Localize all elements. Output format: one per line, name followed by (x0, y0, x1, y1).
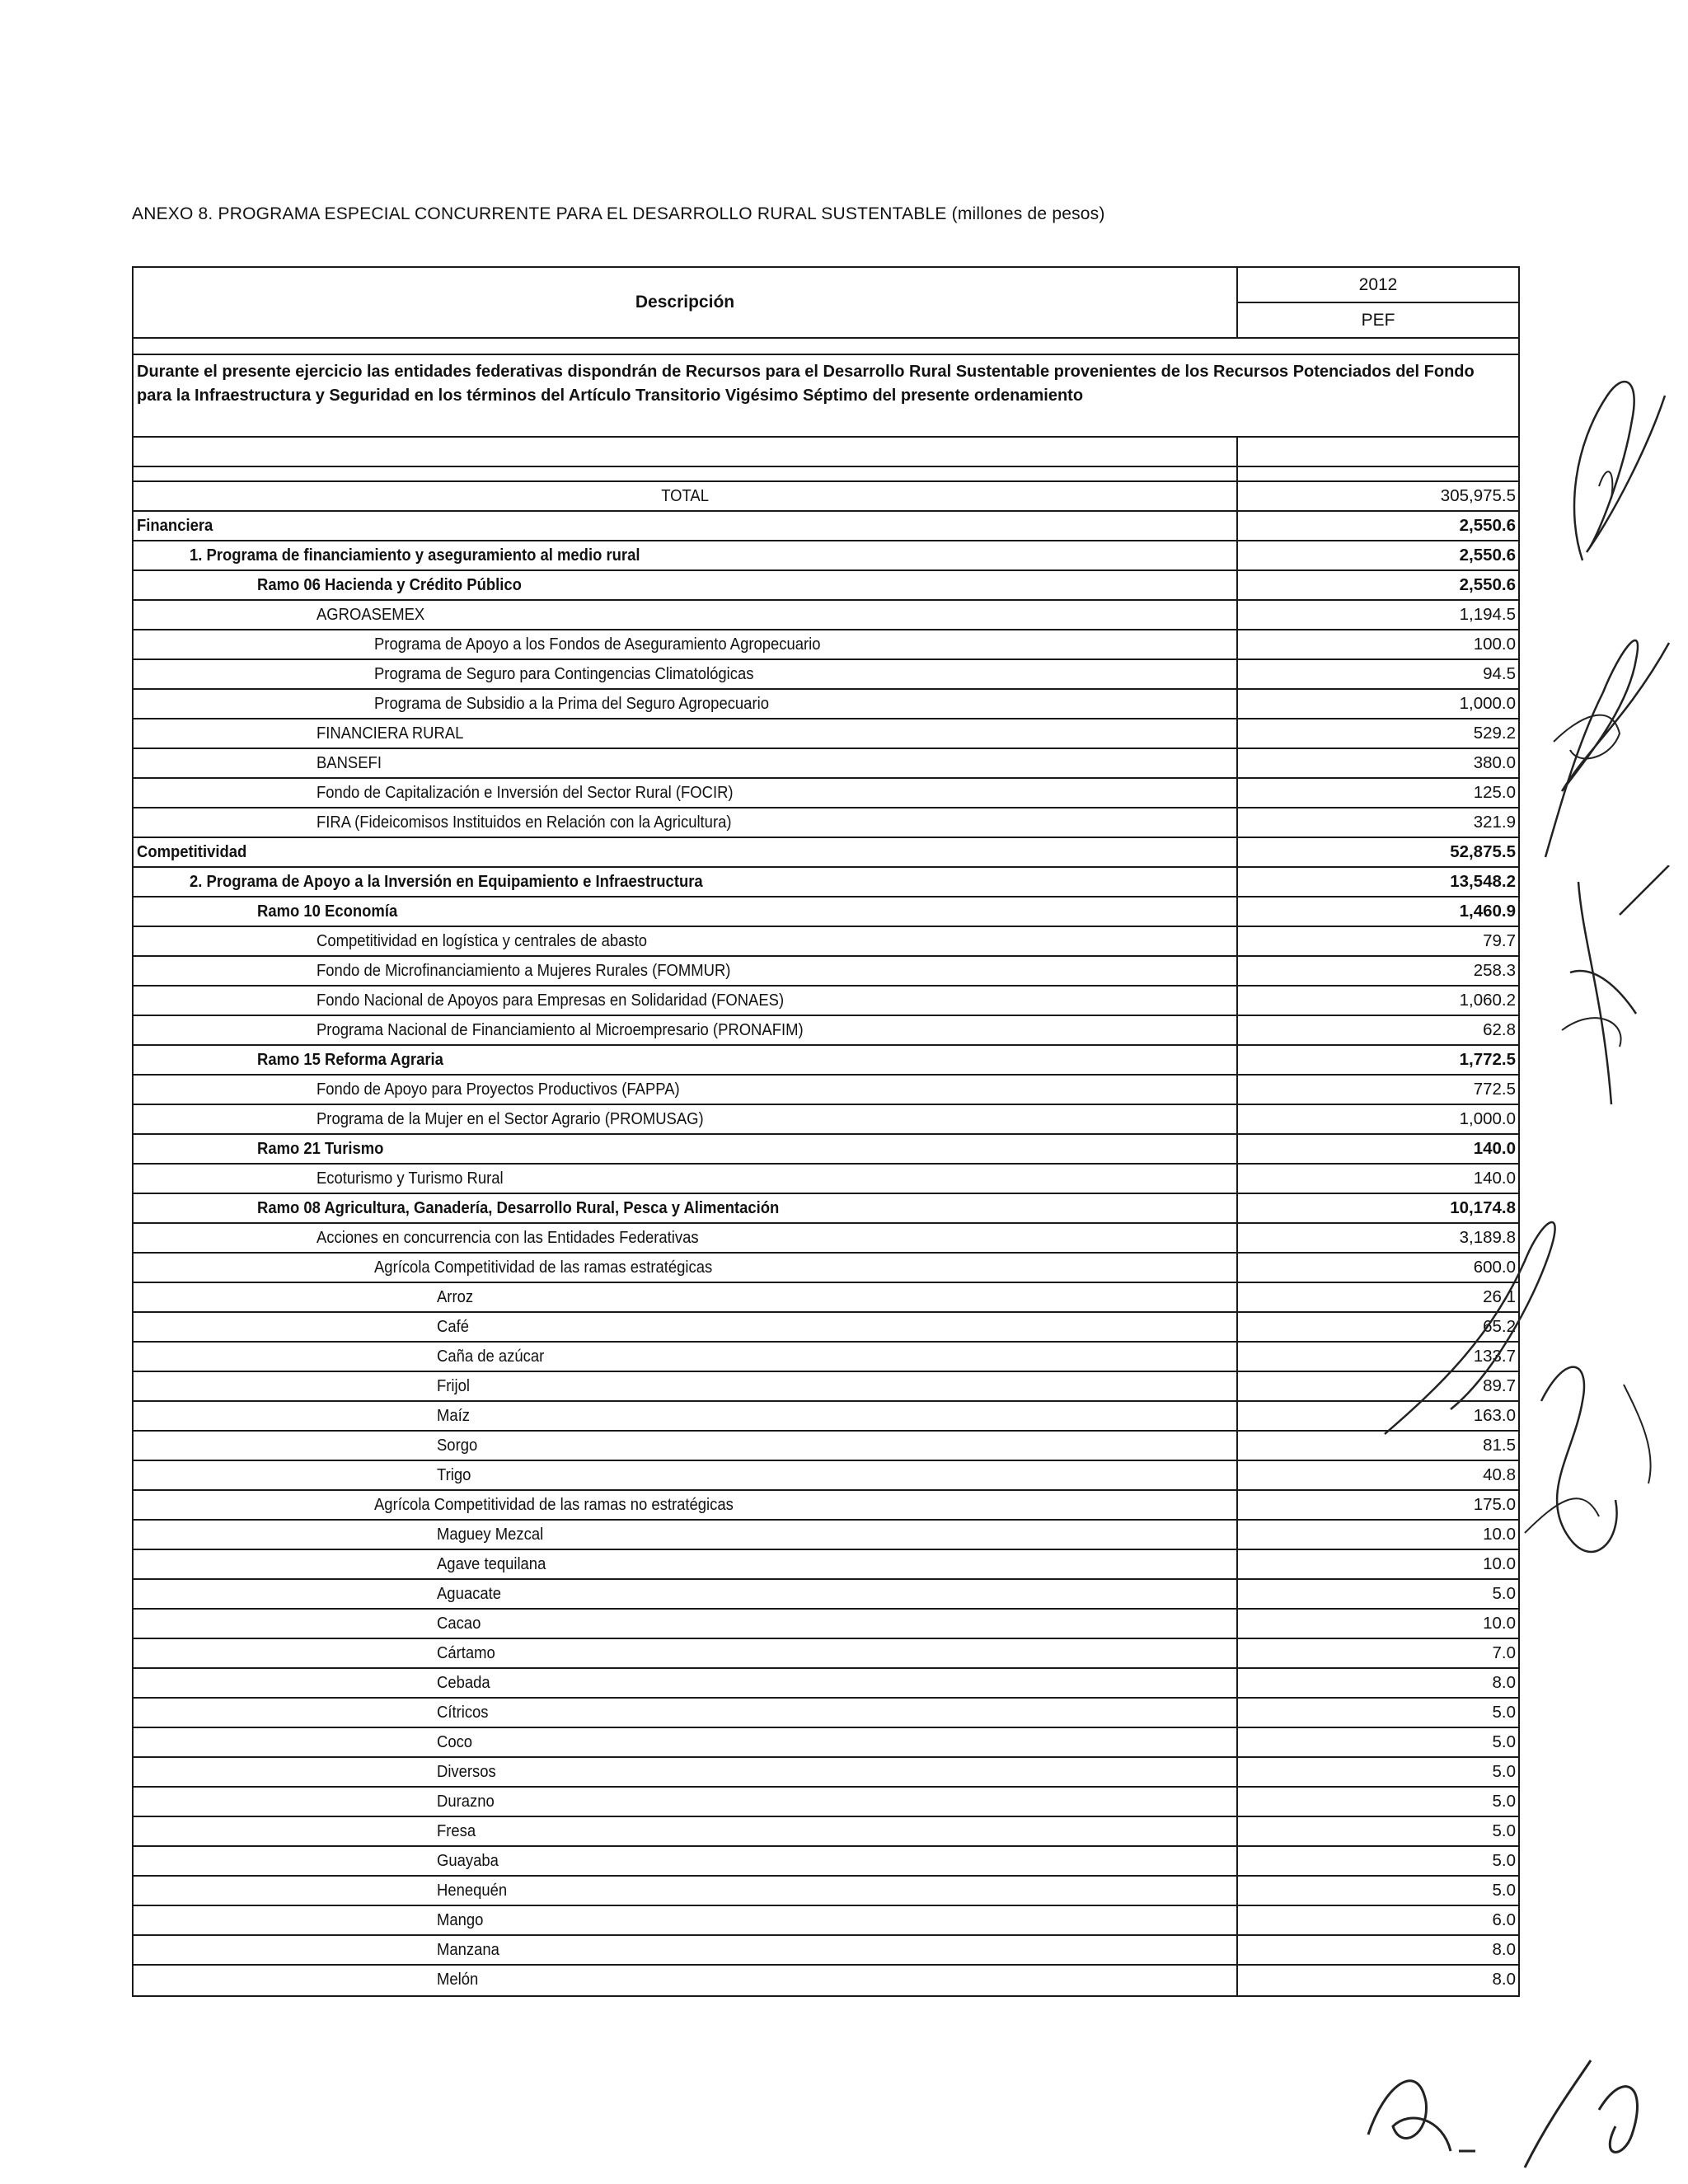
row-value: 2,550.6 (1459, 575, 1516, 594)
row-value: 65.2 (1483, 1317, 1516, 1336)
spacer-row (134, 438, 1518, 467)
row-value: 5.0 (1492, 1851, 1516, 1870)
row-label-programa-nacional-de-financiamiento-al-microempr (134, 1016, 1238, 1044)
row-value: 8.0 (1492, 1970, 1516, 1989)
row-label-agroasemex (134, 601, 1238, 629)
row-label-text: Ecoturismo y Turismo Rural (316, 1169, 504, 1188)
row-label-bansefi (134, 749, 1238, 777)
row-label-text: Diversos (437, 1762, 496, 1781)
table-row (134, 541, 1518, 571)
row-label-text: Cítricos (437, 1703, 489, 1722)
row-value: 600.0 (1473, 1258, 1516, 1277)
row-label-text: Sorgo (437, 1436, 478, 1455)
row-label-text: Arroz (437, 1287, 474, 1306)
table-row (134, 690, 1518, 719)
row-label-text: Fondo de Microfinanciamiento a Mujeres Rurales (FOMMUR) (316, 961, 731, 980)
row-value: 1,000.0 (1459, 694, 1516, 713)
table-row (134, 898, 1518, 927)
pec-table (132, 266, 1520, 1997)
row-label-melon (134, 1966, 1238, 1995)
row-label-fondo-de-microfinanciamiento-a-mujeres-rurales-f (134, 957, 1238, 985)
row-value: 1,772.5 (1459, 1050, 1516, 1069)
row-label-programa-de-la-mujer-en-el-sector-agrario-promus (134, 1105, 1238, 1133)
row-label-acciones-en-concurrencia-con-las-entidades-feder (134, 1224, 1238, 1252)
row-value: 10.0 (1483, 1614, 1516, 1633)
row-value: 94.5 (1483, 664, 1516, 683)
budget-column-header (1238, 268, 1518, 337)
table-row (134, 1402, 1518, 1432)
row-label-competitividad-en-logistica-y-centrales-de-abast (134, 927, 1238, 955)
row-value: 5.0 (1492, 1881, 1516, 1900)
row-label-fondo-de-apoyo-para-proyectos-productivos-fappa (134, 1076, 1238, 1104)
document-title: ANEXO 8. PROGRAMA ESPECIAL CONCURRENTE PARA EL DESARROLLO RURAL SUSTENTABLE (millones de pesos) (132, 204, 1105, 223)
row-value: 5.0 (1492, 1732, 1516, 1751)
row-label-henequen (134, 1877, 1238, 1905)
row-label-text: TOTAL (661, 486, 709, 505)
spacer-row (134, 339, 1518, 355)
table-row (134, 1372, 1518, 1402)
row-label-coco (134, 1728, 1238, 1756)
row-label-text: 1. Programa de financiamiento y aseguramiento al medio rural (190, 546, 640, 565)
row-label-fira-fideicomisos-instituidos-en-relacion-con-la (134, 808, 1238, 837)
row-label-text: AGROASEMEX (316, 605, 425, 624)
row-value: 140.0 (1473, 1139, 1516, 1158)
row-label-text: Fondo de Apoyo para Proyectos Productivos (FAPPA) (316, 1080, 680, 1099)
row-label-text: Programa de Apoyo a los Fondos de Aseguramiento Agropecuario (374, 635, 821, 654)
row-label-text: Fresa (437, 1821, 476, 1840)
row-label-text: Guayaba (437, 1851, 499, 1870)
row-label-mango (134, 1906, 1238, 1934)
table-row (134, 1343, 1518, 1372)
table-row (134, 1580, 1518, 1610)
row-value: 79.7 (1483, 931, 1516, 950)
table-row (134, 808, 1518, 838)
row-label-text: Agave tequilana (437, 1554, 546, 1573)
row-value: 1,194.5 (1459, 605, 1516, 624)
row-label-aguacate (134, 1580, 1238, 1608)
row-value: 7.0 (1492, 1643, 1516, 1662)
table-row (134, 1906, 1518, 1936)
row-label-maguey-mezcal (134, 1521, 1238, 1549)
table-row (134, 1016, 1518, 1046)
row-label-text: Programa de Subsidio a la Prima del Seguro Agropecuario (374, 694, 769, 713)
row-label-guayaba (134, 1847, 1238, 1875)
row-value: 163.0 (1473, 1406, 1516, 1425)
table-row (134, 1610, 1518, 1639)
row-label-text: Aguacate (437, 1584, 501, 1603)
row-value: 321.9 (1473, 813, 1516, 832)
description-header: Descripción (134, 268, 1238, 337)
table-row (134, 1699, 1518, 1728)
row-value: 305,975.5 (1440, 486, 1516, 505)
row-value: 40.8 (1483, 1465, 1516, 1484)
spacer-row (134, 467, 1518, 482)
row-value: 1,000.0 (1459, 1109, 1516, 1128)
table-row (134, 1105, 1518, 1135)
row-label-text: Competitividad en logística y centrales de abasto (316, 931, 648, 950)
row-label-text: Caña de azúcar (437, 1347, 545, 1366)
row-value: 125.0 (1473, 783, 1516, 802)
row-label-ecoturismo-y-turismo-rural (134, 1165, 1238, 1193)
row-label-1-programa-de-financiamiento-y-aseguramiento-al- (134, 541, 1238, 569)
table-row (134, 1461, 1518, 1491)
row-label-cafe (134, 1313, 1238, 1341)
row-label-text: Fondo Nacional de Apoyos para Empresas en Solidaridad (FONAES) (316, 991, 785, 1010)
row-value: 100.0 (1473, 635, 1516, 654)
row-value: 81.5 (1483, 1436, 1516, 1455)
row-label-ramo-06-hacienda-y-credito-publico (134, 571, 1238, 599)
table-row (134, 749, 1518, 779)
table-row (134, 1283, 1518, 1313)
row-value: 133.7 (1473, 1347, 1516, 1366)
row-label-fresa (134, 1817, 1238, 1845)
row-label-text: Cebada (437, 1673, 490, 1692)
table-row (134, 1936, 1518, 1966)
table-row (134, 1076, 1518, 1105)
initials-bottom (1352, 2036, 1665, 2176)
row-value: 8.0 (1492, 1940, 1516, 1959)
row-label-financiera (134, 512, 1238, 540)
row-label-fondo-nacional-de-apoyos-para-empresas-en-solida (134, 987, 1238, 1015)
row-value: 140.0 (1473, 1169, 1516, 1188)
row-label-text: Coco (437, 1732, 473, 1751)
row-label-cana-de-azucar (134, 1343, 1238, 1371)
row-label-ramo-10-economia (134, 898, 1238, 926)
row-label-text: Agrícola Competitividad de las ramas no estratégicas (374, 1495, 734, 1514)
row-value: 10,174.8 (1450, 1198, 1516, 1217)
row-label-programa-de-apoyo-a-los-fondos-de-aseguramiento- (134, 630, 1238, 658)
row-label-text: Maíz (437, 1406, 470, 1425)
row-label-arroz (134, 1283, 1238, 1311)
row-label-agricola-competitividad-de-las-ramas-no-estrateg (134, 1491, 1238, 1519)
row-label-frijol (134, 1372, 1238, 1400)
table-row (134, 1432, 1518, 1461)
row-label-trigo (134, 1461, 1238, 1489)
row-label-text: Ramo 15 Reforma Agraria (257, 1050, 443, 1069)
row-label-sorgo (134, 1432, 1238, 1460)
table-row (134, 660, 1518, 690)
row-value: 380.0 (1473, 753, 1516, 772)
table-row (134, 1491, 1518, 1521)
row-label-2-programa-de-apoyo-a-la-inversion-en-equipamien (134, 868, 1238, 896)
row-value: 529.2 (1473, 724, 1516, 743)
row-label-cartamo (134, 1639, 1238, 1667)
row-value: 62.8 (1483, 1020, 1516, 1039)
signature-2 (1529, 593, 1686, 865)
signature-3 (1545, 865, 1677, 1113)
table-row (134, 1224, 1518, 1254)
table-row (134, 1728, 1518, 1758)
row-value: 5.0 (1492, 1584, 1516, 1603)
table-row (134, 1817, 1518, 1847)
row-label-text: Cacao (437, 1614, 481, 1633)
row-value: 5.0 (1492, 1703, 1516, 1722)
row-value: 6.0 (1492, 1910, 1516, 1929)
row-label-text: Programa Nacional de Financiamiento al Microempresario (PRONAFIM) (316, 1020, 804, 1039)
table-row (134, 1847, 1518, 1877)
row-label-text: Durazno (437, 1792, 495, 1811)
row-value: 5.0 (1492, 1762, 1516, 1781)
row-value: 52,875.5 (1450, 842, 1516, 861)
row-value: 258.3 (1473, 961, 1516, 980)
row-label-agave-tequilana (134, 1550, 1238, 1578)
row-value: 26.1 (1483, 1287, 1516, 1306)
row-value: 10.0 (1483, 1554, 1516, 1573)
table-row (134, 1550, 1518, 1580)
table-row (134, 1639, 1518, 1669)
row-label-text: Ramo 08 Agricultura, Ganadería, Desarrollo Rural, Pesca y Alimentación (257, 1198, 780, 1217)
row-value: 13,548.2 (1450, 872, 1516, 891)
row-label-text: BANSEFI (316, 753, 382, 772)
row-label-text: FIRA (Fideicomisos Instituidos en Relación con la Agricultura) (316, 813, 732, 832)
row-label-text: Acciones en concurrencia con las Entidades Federativas (316, 1228, 699, 1247)
row-label-cebada (134, 1669, 1238, 1697)
table-row (134, 1788, 1518, 1817)
row-label-competitividad (134, 838, 1238, 866)
row-label-text: Programa de Seguro para Contingencias Climatológicas (374, 664, 754, 683)
row-label-text: Frijol (437, 1376, 470, 1395)
table-header (134, 268, 1518, 339)
row-label-text: Mango (437, 1910, 484, 1929)
row-label-manzana (134, 1936, 1238, 1964)
table-row (134, 571, 1518, 601)
table-row (134, 1135, 1518, 1165)
row-label-ramo-08-agricultura-ganaderia-desarrollo-rural-p (134, 1194, 1238, 1222)
row-label-text: Café (437, 1317, 469, 1336)
table-row (134, 1313, 1518, 1343)
row-label-diversos (134, 1758, 1238, 1786)
row-label-text: Programa de la Mujer en el Sector Agrario (PROMUSAG) (316, 1109, 704, 1128)
row-label-programa-de-subsidio-a-la-prima-del-seguro-agrop (134, 690, 1238, 718)
table-body (134, 482, 1518, 1995)
row-label-citricos (134, 1699, 1238, 1727)
table-row (134, 1254, 1518, 1283)
table-row (134, 838, 1518, 868)
row-label-text: Agrícola Competitividad de las ramas estratégicas (374, 1258, 713, 1277)
row-value: 2,550.6 (1459, 516, 1516, 535)
table-row (134, 482, 1518, 512)
row-value: 5.0 (1492, 1792, 1516, 1811)
row-value: 5.0 (1492, 1821, 1516, 1840)
table-row (134, 601, 1518, 630)
row-label-text: 2. Programa de Apoyo a la Inversión en Equipamiento e Infraestructura (190, 872, 703, 891)
row-value: 89.7 (1483, 1376, 1516, 1395)
row-label-text: Ramo 10 Economía (257, 902, 398, 921)
table-row (134, 1521, 1518, 1550)
row-label-text: Manzana (437, 1940, 499, 1959)
row-value: 1,460.9 (1459, 902, 1516, 921)
year-header: 2012 (1238, 268, 1518, 303)
row-label-programa-de-seguro-para-contingencias-climatolog (134, 660, 1238, 688)
row-label-financiera-rural (134, 719, 1238, 748)
row-label-text: Melón (437, 1970, 479, 1989)
row-label-cacao (134, 1610, 1238, 1638)
table-row (134, 1046, 1518, 1076)
row-label-text: Henequén (437, 1881, 508, 1900)
signature-1 (1550, 346, 1688, 585)
row-label-maiz (134, 1402, 1238, 1430)
row-value: 175.0 (1473, 1495, 1516, 1514)
row-label-text: Financiera (137, 516, 213, 535)
row-label-ramo-15-reforma-agraria (134, 1046, 1238, 1074)
row-value: 10.0 (1483, 1525, 1516, 1544)
row-label-ramo-21-turismo (134, 1135, 1238, 1163)
row-label-fondo-de-capitalizacion-e-inversion-del-sector-r (134, 779, 1238, 807)
row-value: 772.5 (1473, 1080, 1516, 1099)
table-row (134, 1165, 1518, 1194)
row-value: 3,189.8 (1459, 1228, 1516, 1247)
note-text: Durante el presente ejercicio las entidades federativas dispondrán de Recursos para el Desarrollo Rural Sustentable provenientes de los Recursos Potenciados del Fondo para la Infraestructura y Seguridad en los términos del Artículo Transitorio Vigésimo Séptimo del presente ordenamiento (134, 355, 1518, 438)
table-row (134, 927, 1518, 957)
row-label-text: Competitividad (137, 842, 247, 861)
table-row (134, 868, 1518, 898)
row-label-agricola-competitividad-de-las-ramas-estrategica (134, 1254, 1238, 1282)
table-row (134, 630, 1518, 660)
table-row (134, 512, 1518, 541)
row-label-text: FINANCIERA RURAL (316, 724, 464, 743)
row-label-text: Ramo 06 Hacienda y Crédito Público (257, 575, 522, 594)
table-row (134, 1758, 1518, 1788)
table-row (134, 987, 1518, 1016)
table-row (134, 779, 1518, 808)
table-row (134, 1194, 1518, 1224)
row-label-text: Trigo (437, 1465, 471, 1484)
row-label-text: Cártamo (437, 1643, 495, 1662)
row-value: 2,550.6 (1459, 546, 1516, 565)
row-label-durazno (134, 1788, 1238, 1816)
pef-header: PEF (1361, 310, 1395, 330)
table-row (134, 719, 1518, 749)
row-value: 1,060.2 (1459, 991, 1516, 1010)
row-label-text: Ramo 21 Turismo (257, 1139, 384, 1158)
table-row (134, 1669, 1518, 1699)
row-label-total (134, 482, 1238, 510)
table-row (134, 1966, 1518, 1995)
table-row (134, 957, 1518, 987)
row-label-text: Maguey Mezcal (437, 1525, 544, 1544)
table-row (134, 1877, 1518, 1906)
row-value: 8.0 (1492, 1673, 1516, 1692)
row-label-text: Fondo de Capitalización e Inversión del Sector Rural (FOCIR) (316, 783, 734, 802)
